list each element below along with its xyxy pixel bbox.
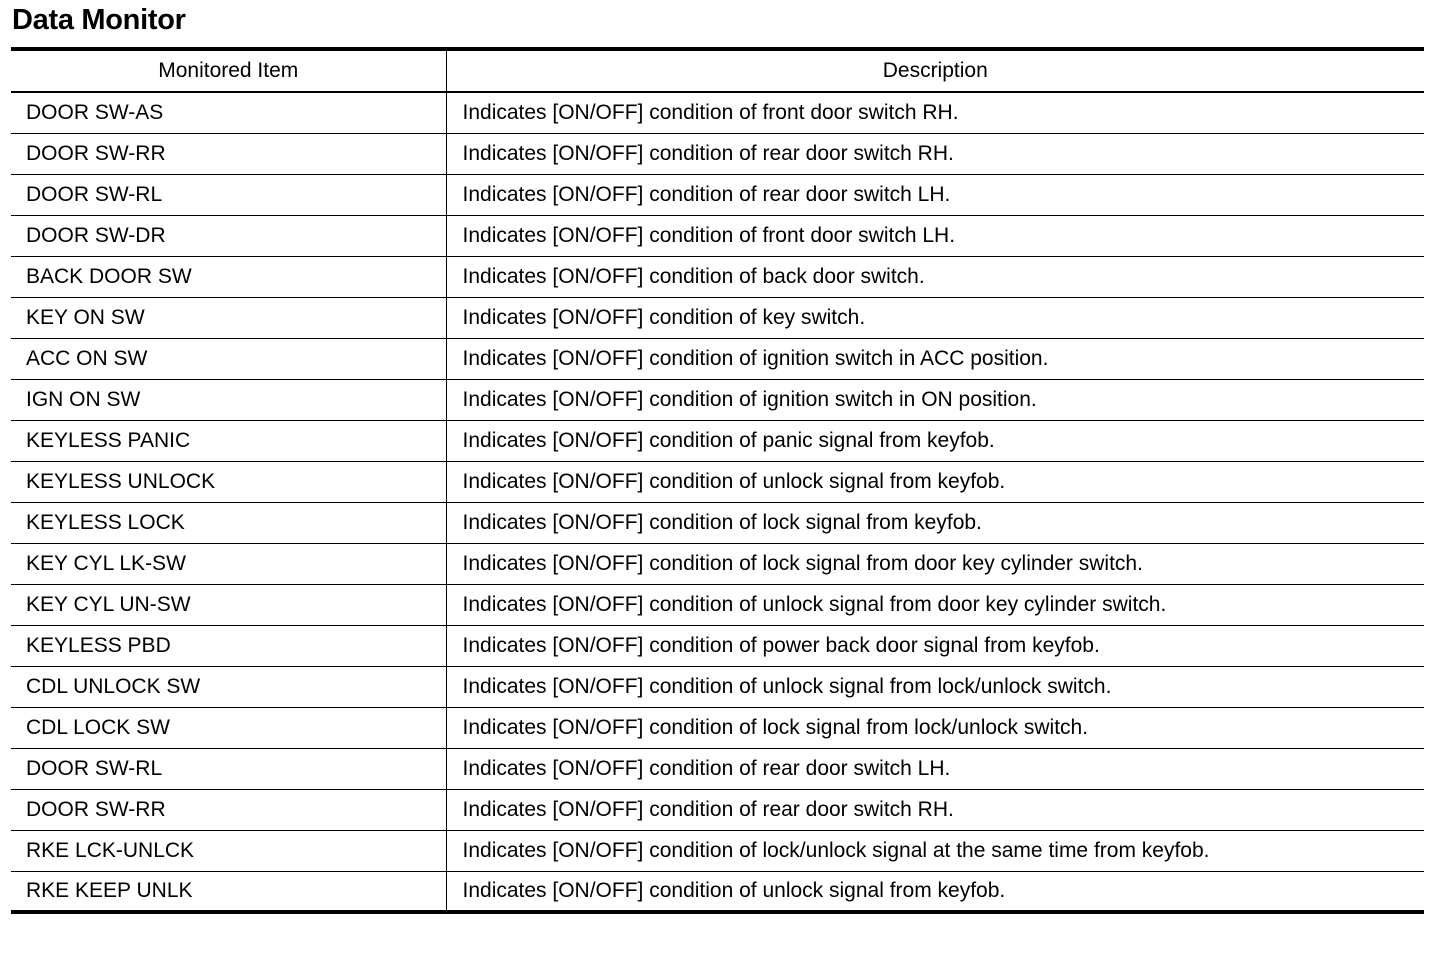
monitored-item-cell: KEYLESS UNLOCK <box>11 461 446 502</box>
description-cell: Indicates [ON/OFF] condition of front door switch LH. <box>446 215 1424 256</box>
monitored-item-cell: DOOR SW-RL <box>11 748 446 789</box>
table-row <box>11 543 1424 584</box>
description-cell: Indicates [ON/OFF] condition of unlock signal from door key cylinder switch. <box>446 584 1424 625</box>
description-cell: Indicates [ON/OFF] condition of lock/unlock signal at the same time from keyfob. <box>446 830 1424 871</box>
monitored-item-cell: KEY CYL LK-SW <box>11 543 446 584</box>
column-header-monitored-item: Monitored Item <box>11 49 446 92</box>
table-row <box>11 297 1424 338</box>
monitored-item-cell: DOOR SW-RR <box>11 789 446 830</box>
table-row <box>11 379 1424 420</box>
table-row <box>11 789 1424 830</box>
description-cell: Indicates [ON/OFF] condition of panic signal from keyfob. <box>446 420 1424 461</box>
description-cell: Indicates [ON/OFF] condition of ignition switch in ON position. <box>446 379 1424 420</box>
description-cell: Indicates [ON/OFF] condition of rear door switch LH. <box>446 748 1424 789</box>
monitored-item-cell: KEY ON SW <box>11 297 446 338</box>
table-row <box>11 174 1424 215</box>
monitored-item-cell: DOOR SW-RR <box>11 133 446 174</box>
table-row <box>11 256 1424 297</box>
monitored-item-cell: DOOR SW-AS <box>11 92 446 133</box>
table-header-row <box>11 49 1424 92</box>
description-cell: Indicates [ON/OFF] condition of lock signal from keyfob. <box>446 502 1424 543</box>
table-row <box>11 707 1424 748</box>
table-row <box>11 748 1424 789</box>
column-header-description: Description <box>446 49 1424 92</box>
description-cell: Indicates [ON/OFF] condition of unlock signal from keyfob. <box>446 461 1424 502</box>
table-row <box>11 584 1424 625</box>
page-title: Data Monitor <box>12 4 186 36</box>
description-cell: Indicates [ON/OFF] condition of key switch. <box>446 297 1424 338</box>
table-row <box>11 625 1424 666</box>
description-cell: Indicates [ON/OFF] condition of lock signal from lock/unlock switch. <box>446 707 1424 748</box>
description-cell: Indicates [ON/OFF] condition of unlock signal from keyfob. <box>462 878 1006 902</box>
table-row <box>11 461 1424 502</box>
description-cell: Indicates [ON/OFF] condition of unlock signal from lock/unlock switch. <box>446 666 1424 707</box>
table-row <box>11 502 1424 543</box>
table-row <box>11 420 1424 461</box>
monitored-item-cell: RKE LCK-UNLCK <box>11 830 446 871</box>
description-cell: Indicates [ON/OFF] condition of back door switch. <box>446 256 1424 297</box>
description-cell: Indicates [ON/OFF] condition of power back door signal from keyfob. <box>446 625 1424 666</box>
table-row <box>11 871 1424 912</box>
monitored-item-cell: KEYLESS LOCK <box>11 502 446 543</box>
monitored-item-cell: CDL UNLOCK SW <box>11 666 446 707</box>
description-cell: Indicates [ON/OFF] condition of rear door switch RH. <box>446 789 1424 830</box>
monitored-item-cell: DOOR SW-RL <box>11 174 446 215</box>
monitored-item-cell: RKE KEEP UNLK <box>11 871 446 912</box>
table-row <box>11 830 1424 871</box>
description-cell: Indicates [ON/OFF] condition of ignition switch in ACC position. <box>446 338 1424 379</box>
table-body <box>11 92 1424 912</box>
table-row <box>11 133 1424 174</box>
monitored-item-cell: KEYLESS PBD <box>11 625 446 666</box>
monitored-item-cell: KEYLESS PANIC <box>11 420 446 461</box>
table-row <box>11 338 1424 379</box>
description-cell: Indicates [ON/OFF] condition of rear door switch LH. <box>446 174 1424 215</box>
monitored-item-cell: BACK DOOR SW <box>11 256 446 297</box>
monitored-item-cell: DOOR SW-DR <box>11 215 446 256</box>
monitored-item-cell: ACC ON SW <box>11 338 446 379</box>
description-cell: Indicates [ON/OFF] condition of lock signal from door key cylinder switch. <box>446 543 1424 584</box>
table-row <box>11 215 1424 256</box>
description-cell: Indicates [ON/OFF] condition of rear door switch RH. <box>446 133 1424 174</box>
monitored-item-cell: KEY CYL UN-SW <box>11 584 446 625</box>
table-row <box>11 666 1424 707</box>
monitored-item-cell: IGN ON SW <box>11 379 446 420</box>
table-row <box>11 92 1424 133</box>
data-monitor-table <box>11 47 1424 914</box>
description-cell: Indicates [ON/OFF] condition of front door switch RH. <box>446 92 1424 133</box>
monitored-item-cell: CDL LOCK SW <box>11 707 446 748</box>
